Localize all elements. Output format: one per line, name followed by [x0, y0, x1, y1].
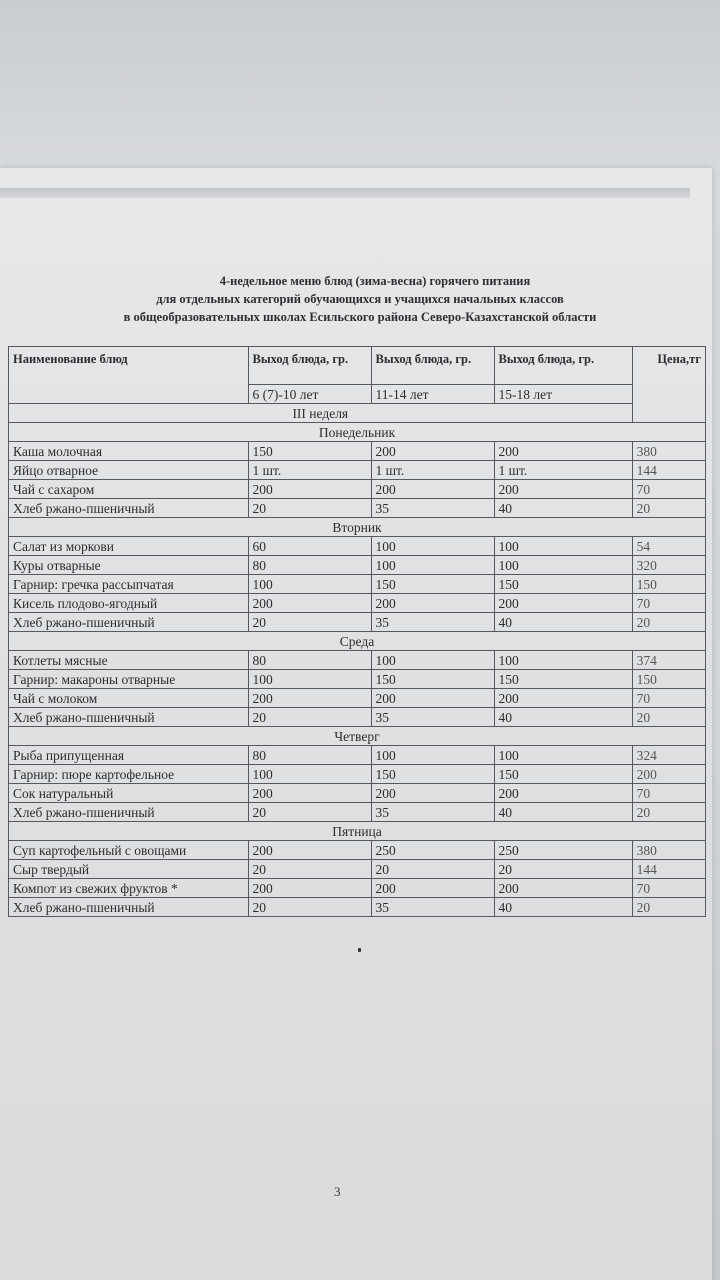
output-11-14: 100: [371, 556, 494, 575]
heading-line-1: 4-недельное меню блюд (зима-весна) горячего питания: [219, 274, 531, 288]
price: 20: [632, 803, 705, 822]
table-row: [9, 575, 706, 594]
day-row: [9, 632, 706, 651]
day-label: Пятница: [9, 822, 706, 841]
table-row: [9, 537, 706, 556]
output-11-14: 200: [371, 879, 494, 898]
dish-name: Хлеб ржано-пшеничный: [9, 499, 249, 518]
output-11-14: 200: [371, 594, 494, 613]
document-page: [0, 168, 712, 1280]
output-15-18: 1 шт.: [494, 461, 632, 480]
price: 150: [632, 670, 705, 689]
output-15-18: 40: [494, 613, 632, 632]
output-11-14: 200: [371, 689, 494, 708]
price: 20: [632, 898, 705, 917]
table-row: [9, 651, 706, 670]
output-15-18: 150: [494, 670, 632, 689]
output-15-18: 200: [494, 442, 632, 461]
table-row: [9, 594, 706, 613]
dish-name: Яйцо отварное: [9, 461, 249, 480]
dish-name: Котлеты мясные: [9, 651, 249, 670]
output-15-18: 250: [494, 841, 632, 860]
table-row: [9, 708, 706, 727]
output-15-18: 40: [494, 499, 632, 518]
output-11-14: 100: [371, 746, 494, 765]
price: 70: [632, 784, 705, 803]
output-11-14: 150: [371, 575, 494, 594]
dish-name: Чай с молоком: [9, 689, 249, 708]
dish-name: Чай с сахаром: [9, 480, 249, 499]
dish-name: Сыр твердый: [9, 860, 249, 879]
dish-name: Хлеб ржано-пшеничный: [9, 708, 249, 727]
table-row: [9, 689, 706, 708]
output-6-10: 80: [248, 746, 371, 765]
dish-name: Гарнир: гречка рассыпчатая: [9, 575, 249, 594]
dish-name: Компот из свежих фруктов *: [9, 879, 249, 898]
output-11-14: 150: [371, 670, 494, 689]
price: 380: [632, 841, 705, 860]
day-row: [9, 423, 706, 442]
table-row: [9, 841, 706, 860]
header-age-15-18: 15-18 лет: [494, 385, 632, 404]
output-6-10: 20: [248, 708, 371, 727]
table-row: [9, 556, 706, 575]
dish-name: Хлеб ржано-пшеничный: [9, 613, 249, 632]
table-row: [9, 442, 706, 461]
week-label: III неделя: [9, 404, 633, 423]
heading-line-3: в общеобразовательных школах Есильского района Северо-Казахстанской области: [123, 310, 597, 324]
output-15-18: 100: [494, 537, 632, 556]
dish-name: Сок натуральный: [9, 784, 249, 803]
output-15-18: 200: [494, 689, 632, 708]
output-6-10: 1 шт.: [248, 461, 371, 480]
header-price: Цена,тг: [632, 347, 705, 423]
dish-name: Гарнир: пюре картофельное: [9, 765, 249, 784]
output-6-10: 80: [248, 651, 371, 670]
output-11-14: 100: [371, 651, 494, 670]
price: 54: [632, 537, 705, 556]
output-11-14: 250: [371, 841, 494, 860]
table-row: [9, 784, 706, 803]
output-15-18: 200: [494, 784, 632, 803]
dish-name: Хлеб ржано-пшеничный: [9, 898, 249, 917]
price: 144: [632, 860, 705, 879]
table-row: [9, 803, 706, 822]
price: 200: [632, 765, 705, 784]
dish-name: Куры отварные: [9, 556, 249, 575]
price: 374: [632, 651, 705, 670]
paper-edge: [0, 188, 690, 198]
output-11-14: 35: [371, 898, 494, 917]
output-6-10: 200: [248, 594, 371, 613]
output-6-10: 200: [248, 784, 371, 803]
day-label: Вторник: [9, 518, 706, 537]
price: 144: [632, 461, 705, 480]
header-output-11-14: Выход блюда, гр.: [371, 347, 494, 385]
price: 20: [632, 499, 705, 518]
table-row: [9, 499, 706, 518]
output-6-10: 20: [248, 898, 371, 917]
output-15-18: 20: [494, 860, 632, 879]
dish-name: Каша молочная: [9, 442, 249, 461]
output-6-10: 20: [248, 803, 371, 822]
output-11-14: 200: [371, 442, 494, 461]
output-15-18: 40: [494, 898, 632, 917]
price: 20: [632, 708, 705, 727]
output-15-18: 200: [494, 879, 632, 898]
output-6-10: 200: [248, 480, 371, 499]
menu-table: [8, 346, 706, 917]
output-11-14: 200: [371, 480, 494, 499]
header-age-11-14: 11-14 лет: [371, 385, 494, 404]
output-6-10: 20: [248, 499, 371, 518]
output-11-14: 35: [371, 499, 494, 518]
dish-name: Гарнир: макароны отварные: [9, 670, 249, 689]
output-6-10: 150: [248, 442, 371, 461]
document-heading: [10, 272, 710, 326]
day-label: Понедельник: [9, 423, 706, 442]
day-row: [9, 518, 706, 537]
output-15-18: 100: [494, 556, 632, 575]
output-11-14: 20: [371, 860, 494, 879]
price: 324: [632, 746, 705, 765]
table-row: [9, 480, 706, 499]
output-11-14: 200: [371, 784, 494, 803]
output-6-10: 100: [248, 575, 371, 594]
output-11-14: 100: [371, 537, 494, 556]
day-row: [9, 727, 706, 746]
output-6-10: 100: [248, 765, 371, 784]
output-11-14: 35: [371, 708, 494, 727]
output-15-18: 150: [494, 765, 632, 784]
dish-name: Рыба припущенная: [9, 746, 249, 765]
output-11-14: 35: [371, 613, 494, 632]
output-6-10: 200: [248, 841, 371, 860]
price: 20: [632, 613, 705, 632]
output-15-18: 100: [494, 651, 632, 670]
table-row: [9, 898, 706, 917]
table-row: [9, 670, 706, 689]
menu-body: [9, 423, 706, 917]
output-6-10: 60: [248, 537, 371, 556]
output-15-18: 40: [494, 708, 632, 727]
output-6-10: 200: [248, 689, 371, 708]
price: 380: [632, 442, 705, 461]
dish-name: Кисель плодово-ягодный: [9, 594, 249, 613]
header-age-6-10: 6 (7)-10 лет: [248, 385, 371, 404]
table-row: [9, 746, 706, 765]
output-11-14: 150: [371, 765, 494, 784]
day-label: Среда: [9, 632, 706, 651]
output-6-10: 100: [248, 670, 371, 689]
table-row: [9, 613, 706, 632]
output-15-18: 100: [494, 746, 632, 765]
price: 70: [632, 594, 705, 613]
header-output-15-18: Выход блюда, гр.: [494, 347, 632, 385]
output-11-14: 35: [371, 803, 494, 822]
output-6-10: 80: [248, 556, 371, 575]
table-row: [9, 461, 706, 480]
output-6-10: 20: [248, 860, 371, 879]
output-11-14: 1 шт.: [371, 461, 494, 480]
table-row: [9, 860, 706, 879]
dish-name: Суп картофельный с овощами: [9, 841, 249, 860]
heading-line-2: для отдельных категорий обучающихся и учащихся начальных классов: [156, 292, 564, 306]
ink-dot: [358, 948, 361, 952]
dish-name: Салат из моркови: [9, 537, 249, 556]
header-output-6-10: Выход блюда, гр.: [248, 347, 371, 385]
output-15-18: 40: [494, 803, 632, 822]
price: 70: [632, 879, 705, 898]
output-6-10: 20: [248, 613, 371, 632]
day-row: [9, 822, 706, 841]
price: 70: [632, 689, 705, 708]
price: 320: [632, 556, 705, 575]
table-row: [9, 879, 706, 898]
output-15-18: 200: [494, 480, 632, 499]
output-15-18: 150: [494, 575, 632, 594]
price: 150: [632, 575, 705, 594]
output-15-18: 200: [494, 594, 632, 613]
dish-name: Хлеб ржано-пшеничный: [9, 803, 249, 822]
price: 70: [632, 480, 705, 499]
page-number: 3: [334, 1184, 341, 1199]
output-6-10: 200: [248, 879, 371, 898]
header-dish-name: Наименование блюд: [9, 347, 249, 404]
day-label: Четверг: [9, 727, 706, 746]
table-row: [9, 765, 706, 784]
